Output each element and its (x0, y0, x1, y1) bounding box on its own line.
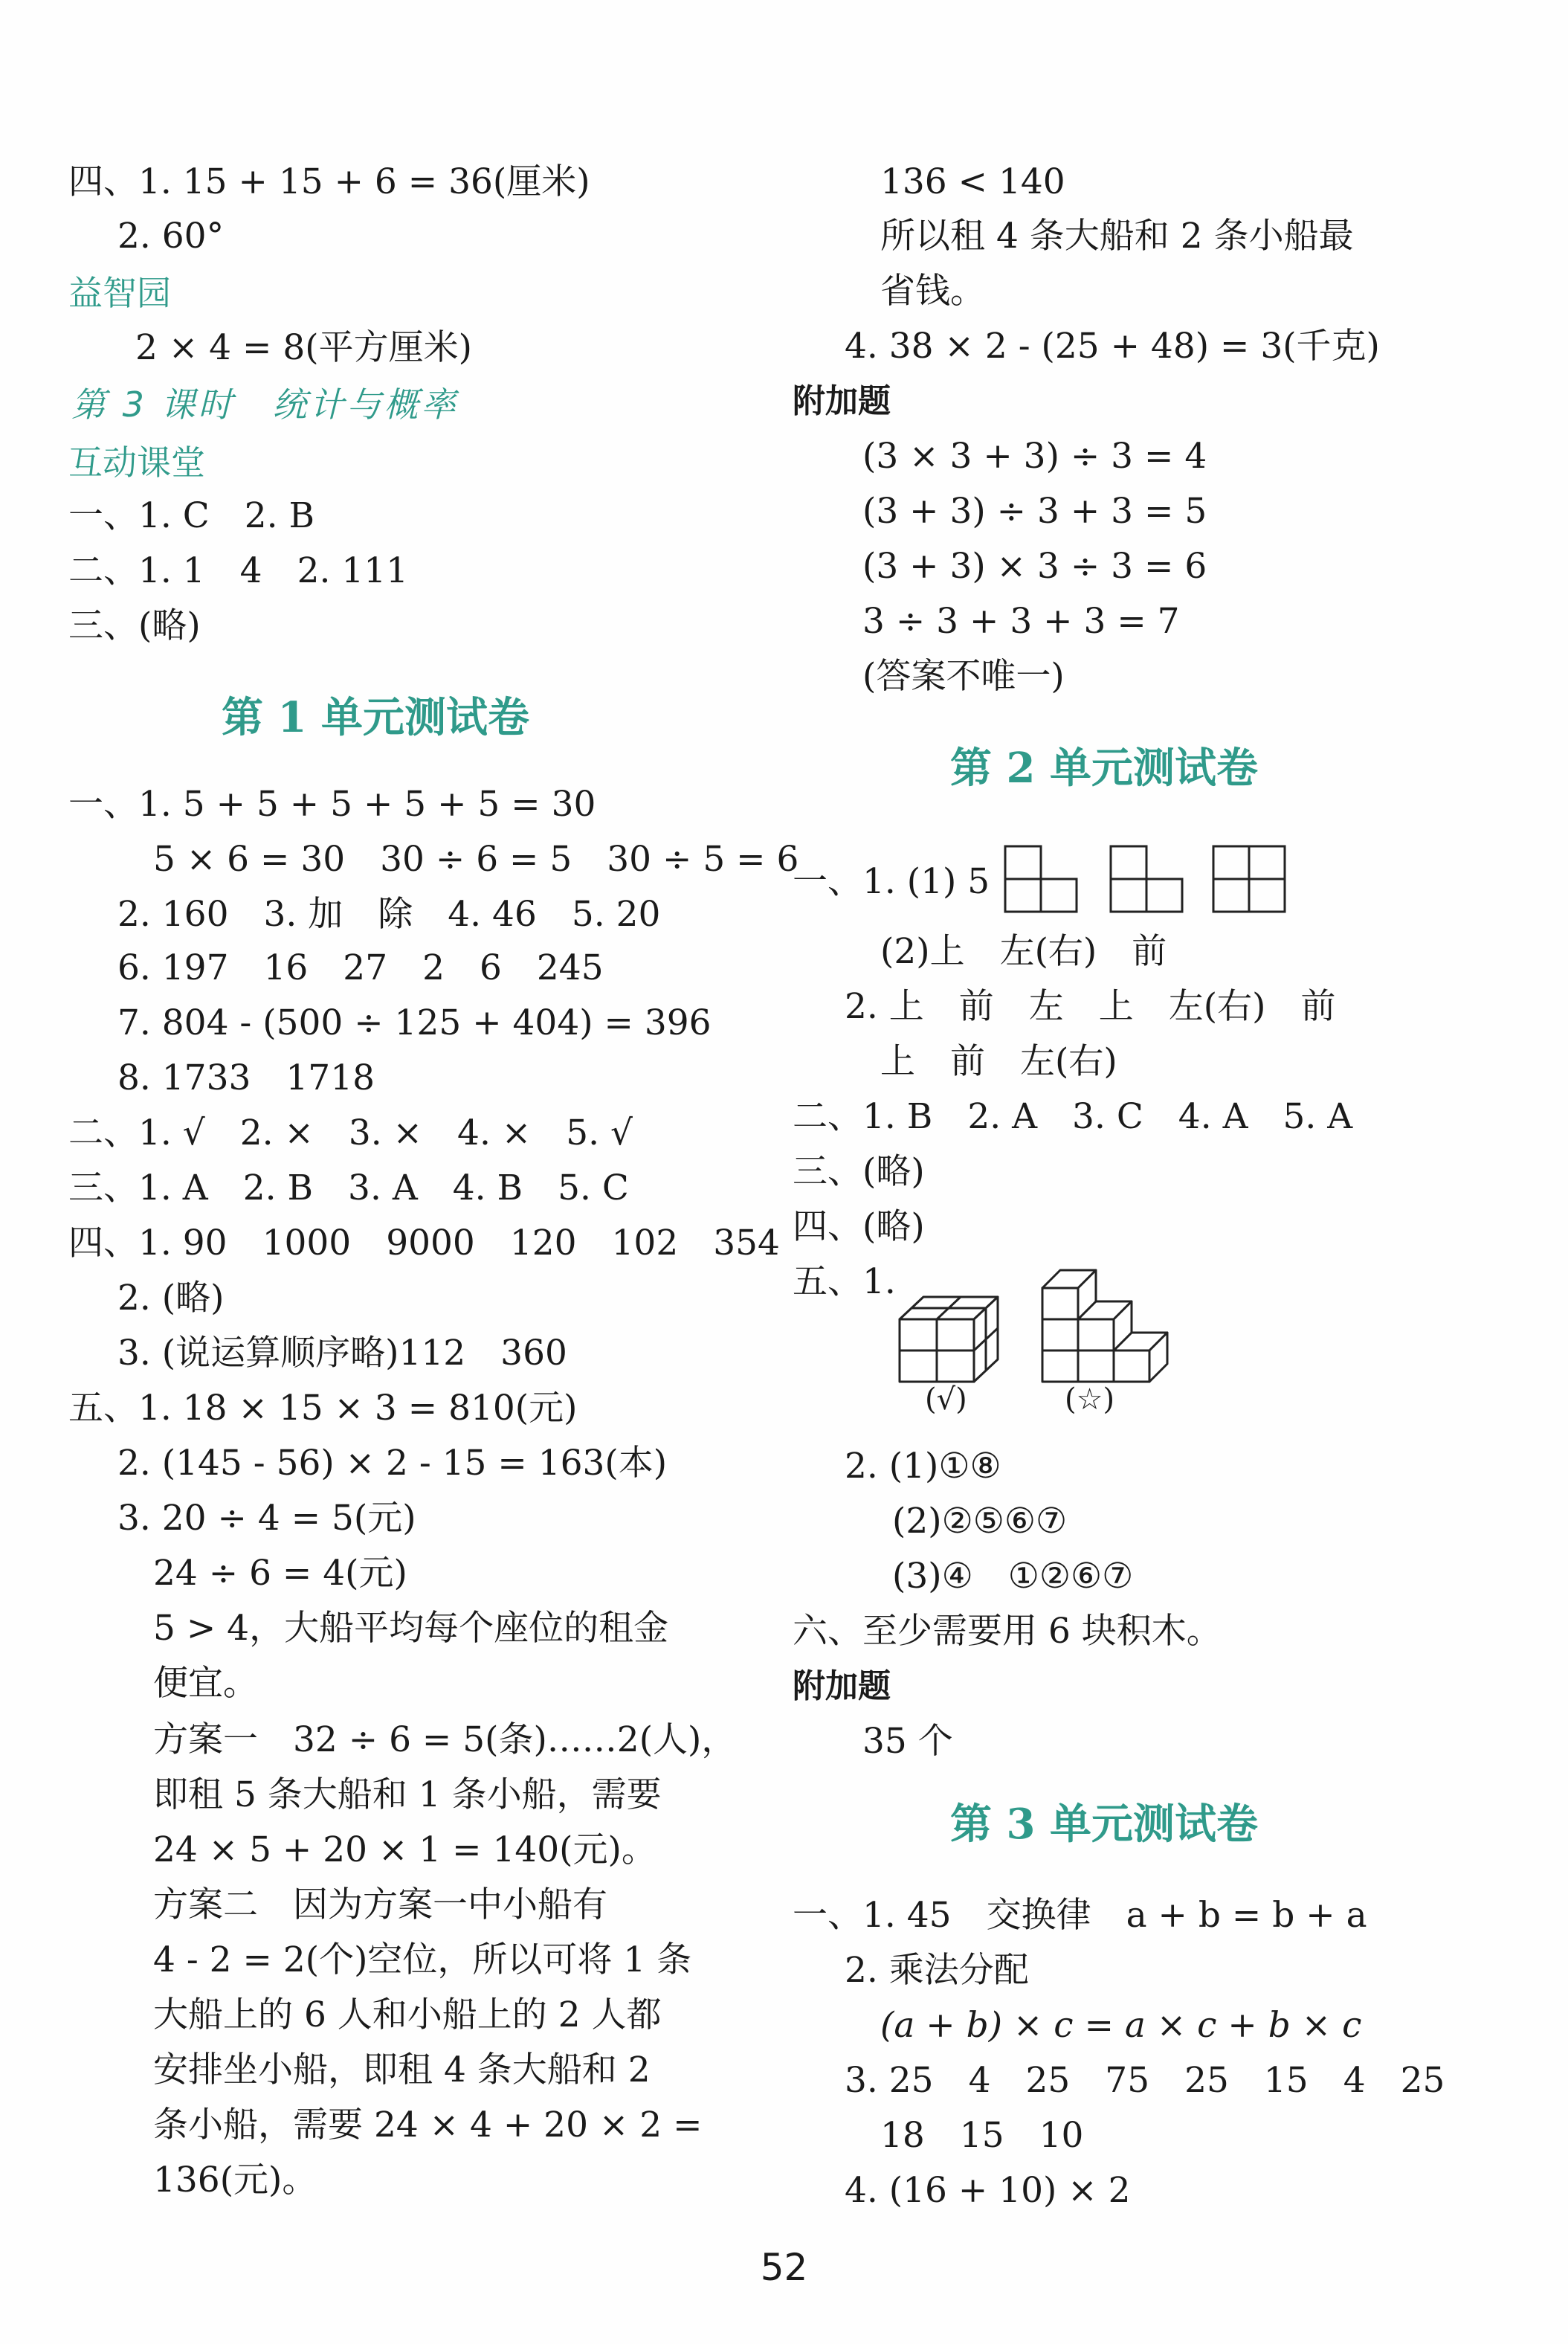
answer-line: (3 × 3 + 3) ÷ 3 = 4 (862, 436, 1207, 477)
answer-line: 2. (145 - 56) × 2 - 15 = 163(本) (117, 1443, 668, 1484)
answer-line: 5 > 4，大船平均每个座位的租金 (153, 1608, 669, 1649)
unit-test-title: 第 2 单元测试卷 (950, 744, 1258, 793)
answer-line: 2. (1)①⑧ (845, 1446, 1001, 1487)
answer-line: 二、1. √ 2. × 3. × 4. × 5. √ (68, 1113, 633, 1153)
page-number: 52 (760, 2246, 808, 2289)
answer-line: 大船上的 6 人和小船上的 2 人都 (153, 1994, 662, 2035)
view-figure-3 (1212, 845, 1289, 915)
answer-line: 一、1. (1) 5 (793, 861, 990, 902)
answer-line: 8. 1733 1718 (117, 1057, 375, 1098)
answer-line: 3. 25 4 25 75 25 15 4 25 (845, 2060, 1445, 2101)
answer-line: 18 15 10 (880, 2115, 1084, 2156)
answer-line: 2. 乘法分配 (845, 1950, 1029, 1991)
answer-line: 二、1. B 2. A 3. C 4. A 5. A (793, 1096, 1353, 1137)
answer-line: 方案二 因为方案一中小船有 (153, 1884, 607, 1925)
answer-line: 一、1. 45 交换律 a + b = b + a (793, 1895, 1367, 1936)
answer-line: 2. 上 前 左 上 左(右) 前 (845, 986, 1336, 1027)
answer-line: 136(元)。 (153, 2160, 317, 2200)
answer-line: 2. 60° (117, 216, 225, 257)
answer-line: 所以租 4 条大船和 2 条小船最 (880, 216, 1354, 257)
answer-line: 2. (略) (117, 1278, 225, 1318)
answer-line: (3 + 3) ÷ 3 + 3 = 5 (862, 491, 1207, 532)
answer-line: 三、(略) (793, 1151, 925, 1192)
answer-line: 四、(略) (793, 1206, 925, 1247)
answer-line: (2)上 左(右) 前 (880, 931, 1167, 972)
cube-figure-2 (1039, 1251, 1172, 1385)
answer-line: (a + b) × c = a × c + b × c (880, 2005, 1362, 2046)
section-heading: 附加题 (793, 1667, 891, 1705)
answer-line: 即租 5 条大船和 1 条小船，需要 (153, 1774, 662, 1815)
lesson-heading: 第 3 课时 统计与概率 (71, 384, 459, 425)
answer-line: 2 × 4 = 8(平方厘米) (135, 327, 472, 368)
answer-line: 六、至少需要用 6 块积木。 (793, 1611, 1222, 1652)
answer-line: 3. (说运算顺序略)112 360 (117, 1333, 567, 1374)
view-figure-1 (1004, 845, 1081, 915)
unit-test-title: 第 1 单元测试卷 (222, 693, 529, 742)
cube-figure-1 (897, 1291, 1002, 1385)
answer-line: 四、1. 15 + 15 + 6 = 36(厘米) (68, 161, 590, 202)
answer-line: (2)②⑤⑥⑦ (892, 1501, 1068, 1542)
section-heading: 互动课堂 (68, 442, 205, 483)
figure-caption: (☆) (1065, 1382, 1115, 1417)
answer-line: 五、1. 18 × 15 × 3 = 810(元) (68, 1388, 578, 1429)
answer-line: 便宜。 (153, 1663, 258, 1704)
view-figure-2 (1109, 845, 1187, 915)
answer-line: 35 个 (862, 1721, 953, 1762)
answer-line: 二、1. 1 4 2. 111 (68, 550, 409, 591)
answer-line: 24 × 5 + 20 × 1 = 140(元)。 (153, 1829, 656, 1870)
answer-line: 4. (16 + 10) × 2 (845, 2170, 1131, 2211)
answer-line: 136 < 140 (880, 161, 1065, 202)
answer-line: 方案一 32 ÷ 6 = 5(条)……2(人)， (153, 1719, 737, 1760)
answer-line: 上 前 左(右) (880, 1041, 1117, 1082)
answer-line: 6. 197 16 27 2 6 245 (117, 947, 604, 988)
answer-line: 5 × 6 = 30 30 ÷ 6 = 5 30 ÷ 5 = 6 (153, 839, 799, 880)
answer-line: 4 - 2 = 2(个)空位，所以可将 1 条 (153, 1939, 692, 1980)
answer-line: 4. 38 × 2 - (25 + 48) = 3(千克) (845, 326, 1380, 367)
answer-line: 3. 20 ÷ 4 = 5(元) (117, 1498, 416, 1539)
section-heading: 益智园 (68, 273, 171, 313)
answer-line: 省钱。 (880, 271, 985, 312)
answer-line: 五、1. (793, 1261, 896, 1302)
section-heading: 附加题 (793, 382, 891, 420)
answer-line: 7. 804 - (500 ÷ 125 + 404) = 396 (117, 1002, 712, 1043)
answer-line: 安排坐小船，即租 4 条大船和 2 (153, 2050, 651, 2090)
answer-line: 条小船，需要 24 × 4 + 20 × 2 = (153, 2105, 703, 2145)
answer-line: 一、1. 5 + 5 + 5 + 5 + 5 = 30 (68, 784, 596, 825)
answer-line: 三、(略) (68, 605, 201, 646)
answer-line: 三、1. A 2. B 3. A 4. B 5. C (68, 1168, 629, 1208)
answer-line: 2. 160 3. 加 除 4. 46 5. 20 (117, 894, 661, 935)
unit-test-title: 第 3 单元测试卷 (950, 1800, 1258, 1849)
answer-line: 3 ÷ 3 + 3 + 3 = 7 (862, 601, 1180, 642)
answer-line: 一、1. C 2. B (68, 495, 315, 536)
answer-line: (3 + 3) × 3 ÷ 3 = 6 (862, 546, 1207, 587)
answer-line: 24 ÷ 6 = 4(元) (153, 1553, 407, 1594)
figure-caption: (√) (925, 1382, 967, 1417)
answer-line: (答案不唯一) (862, 656, 1065, 697)
answer-line: 四、1. 90 1000 9000 120 102 354 (68, 1223, 780, 1263)
answer-line: (3)④ ①②⑥⑦ (892, 1556, 1134, 1597)
